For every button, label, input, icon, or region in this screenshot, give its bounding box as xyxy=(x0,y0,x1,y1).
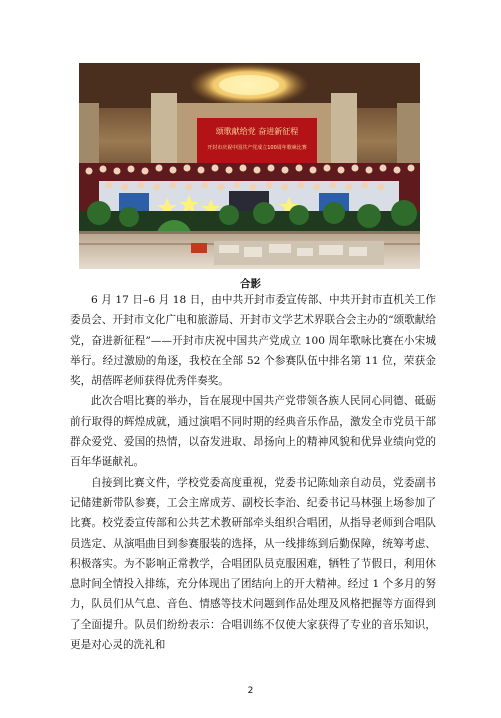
group-photo xyxy=(79,63,420,269)
paragraph-purpose: 此次合唱比赛的举办，旨在展现中国共产党带领各族人民同心同德、砥砺前行取得的辉煌成就，通过演唱不同时期的经典音乐作品，激发全市党员干部群众爱党、爱国的热情，以奋发进取、昂扬向上的精神风貌和优异业绩向党的百年华诞献礼。 xyxy=(70,395,436,469)
page-number: 2 xyxy=(247,686,254,696)
photo-caption: 合影 xyxy=(240,278,261,290)
paragraph-competition-result: 6 月 17 日–6 月 18 日，由中共开封市委宣传部、中共开封市直机关工作委员会、开封市文化广电和旅游局、开封市文学艺术界联合会主办的“颂歌献给党，奋进新征程”——开封市庆祝中国共产党成立 100 周年歌咏比赛在小宋城举行。经过激励的角逐，我校在全部 52 个参赛队伍中排名第 11 位，荣获金奖，胡蓓晖老师获得优秀伴奏奖。 xyxy=(70,294,436,388)
paragraph-preparation: 自接到比赛文件，学校党委高度重视，党委书记陈灿亲自动员，党委副书记储建新带队参赛，工会主席成芳、副校长李治、纪委书记马林强上场参加了比赛。校党委宣传部和公共艺术教研部牵头组织合唱团，从指导老师到合唱队员选定、从演唱曲目到参赛服装的选择，从一线排练到后勤保障，统筹考虑、积极落实。为不影响正常教学，合唱团队员克服困难，牺牲了节假日，利用休息时间全情投入排练，充分体现出了团结向上的开大精神。经过 1 个多月的努力，队员们从气息、音色、情感等技术问题到作品处理及风格把握等方面得到了全面提升。队员们纷纷表示：合唱训练不仅使大家获得了专业的音乐知识，更是对心灵的洗礼和 xyxy=(70,476,436,652)
article-body xyxy=(70,290,436,655)
group-photo-illustration xyxy=(79,63,420,269)
banner-title: 颂歌献给党 奋进新征程 xyxy=(215,127,299,136)
banner-subtitle: 开封市庆祝中国共产党成立100周年歌咏比赛 xyxy=(207,145,307,151)
